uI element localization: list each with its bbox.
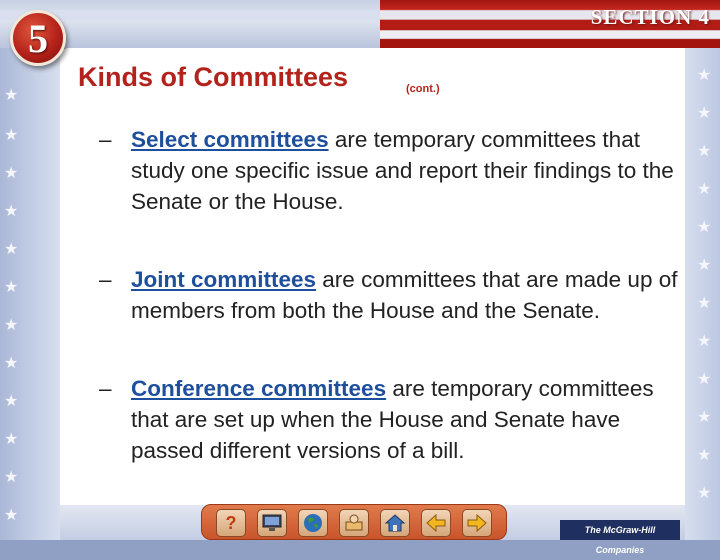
computer-button[interactable]: [257, 509, 287, 537]
previous-button[interactable]: [421, 509, 451, 537]
star-icon: ★: [697, 447, 712, 464]
star-icon: ★: [697, 67, 712, 84]
back-arrow-icon: [425, 512, 447, 534]
star-icon: ★: [4, 203, 19, 220]
help-button[interactable]: [216, 509, 246, 537]
star-icon: ★: [697, 219, 712, 236]
star-icon: ★: [697, 485, 712, 502]
bullet-dash: –: [99, 376, 112, 401]
star-icon: ★: [4, 431, 19, 448]
star-icon: ★: [4, 127, 19, 144]
star-icon: ★: [697, 257, 712, 274]
slide-title-suffix: (cont.): [406, 83, 440, 95]
forward-arrow-icon: [466, 512, 488, 534]
term-link[interactable]: Conference committees: [131, 376, 387, 401]
bullet-item: [99, 264, 689, 326]
chapter-badge: [10, 10, 66, 66]
flag-banner: [0, 0, 720, 48]
left-star-border: [0, 48, 60, 540]
star-icon: ★: [4, 279, 19, 296]
star-icon: ★: [697, 333, 712, 350]
bullet-item: [99, 124, 689, 217]
star-icon: ★: [697, 181, 712, 198]
star-icon: ★: [697, 409, 712, 426]
star-icon: ★: [4, 165, 19, 182]
star-icon: ★: [4, 469, 19, 486]
star-icon: ★: [697, 143, 712, 160]
reference-icon: [343, 512, 365, 534]
term-link[interactable]: Select committees: [131, 127, 329, 152]
reference-button[interactable]: [339, 509, 369, 537]
star-icon: ★: [4, 355, 19, 372]
right-star-border: [685, 48, 720, 540]
question-icon: ?: [225, 513, 237, 533]
term-link[interactable]: Joint committees: [131, 267, 317, 292]
bullet-item: [99, 373, 689, 466]
publisher-logo: The McGraw-Hill Companies: [560, 520, 680, 540]
bullet-dash: –: [99, 267, 112, 292]
bullet-dash: –: [99, 127, 112, 152]
slide-title: Kinds of Committees: [78, 62, 349, 92]
star-icon: ★: [4, 393, 19, 410]
bullet-text: are committees that are made up of members from both the House and the Senate.: [131, 267, 678, 323]
home-button[interactable]: [380, 509, 410, 537]
star-icon: ★: [4, 241, 19, 258]
star-icon: ★: [4, 317, 19, 334]
star-icon: ★: [697, 371, 712, 388]
bullet-text: are temporary committees that study one specific issue and report their findings to the Senate or the House.: [131, 127, 674, 214]
computer-icon: [261, 513, 283, 533]
star-icon: ★: [697, 295, 712, 312]
star-icon: ★: [4, 87, 19, 104]
home-icon: [384, 512, 406, 534]
section-label: SECTION 4: [590, 5, 710, 29]
globe-button[interactable]: [298, 509, 328, 537]
globe-icon: [302, 512, 324, 534]
nav-bar: [201, 504, 507, 540]
star-icon: ★: [697, 105, 712, 122]
star-icon: ★: [4, 507, 19, 524]
chapter-number: 5: [28, 16, 48, 61]
bullet-text: are temporary committees that are set up when the House and Senate have passed different versions of a bill.: [131, 376, 654, 463]
next-button[interactable]: [462, 509, 492, 537]
